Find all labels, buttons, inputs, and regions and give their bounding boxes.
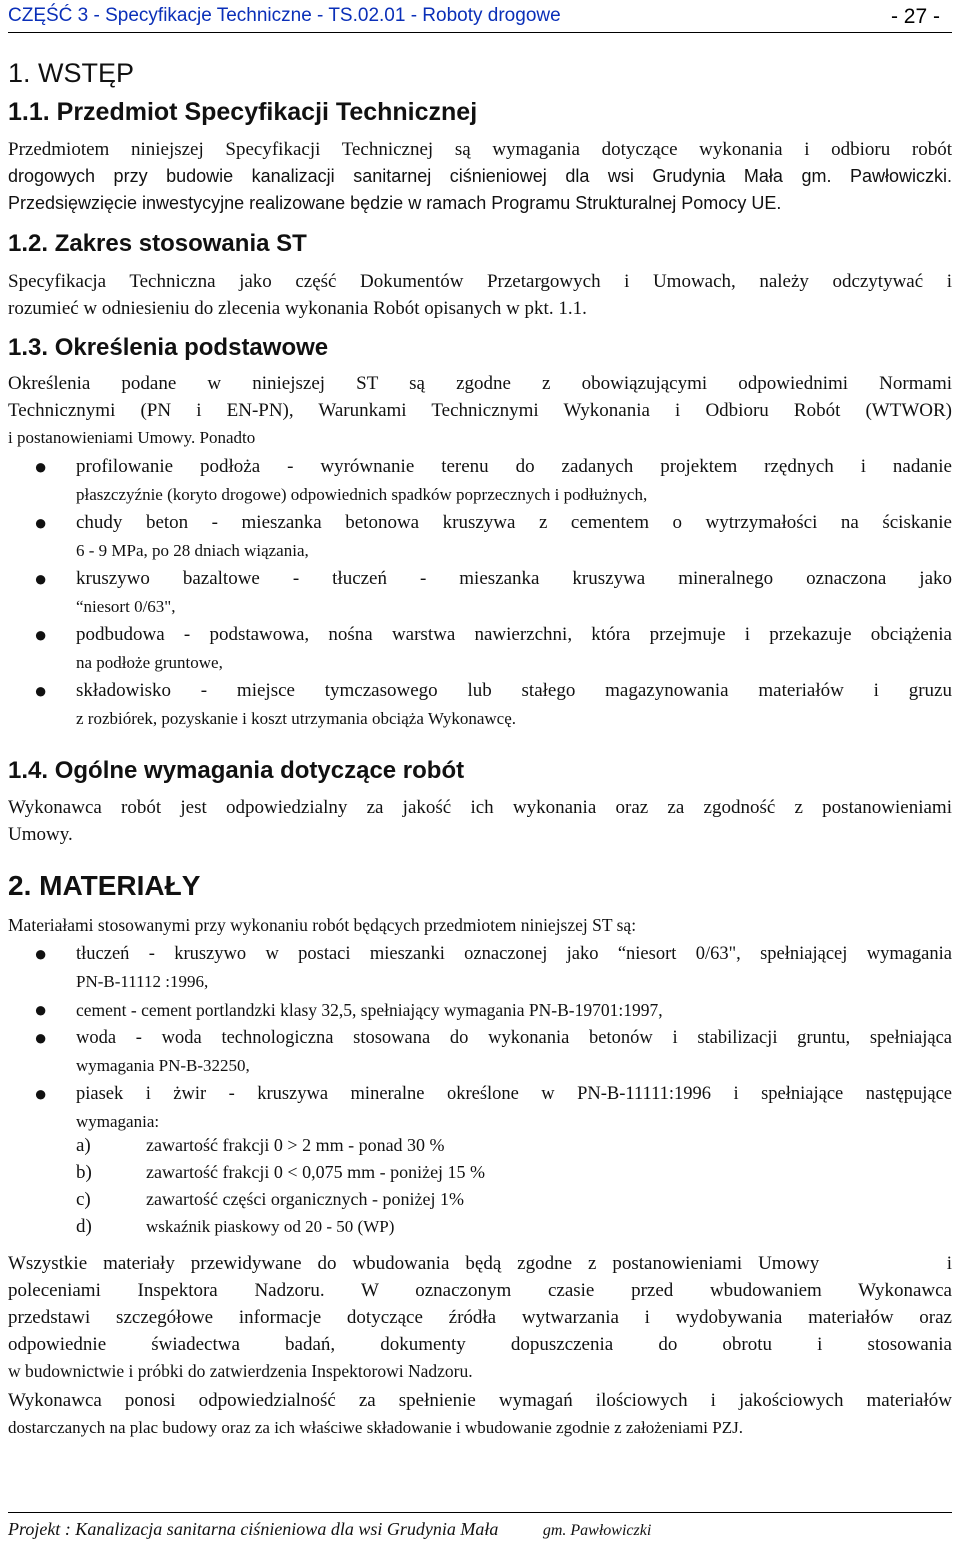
- bullet-icon: ●: [34, 454, 48, 479]
- text-line: Przedmiotem niniejszej Specyfikacji Technicznej są wymagania dotyczące wykonania i odbioru robót: [8, 139, 952, 160]
- text-line: wymagania:: [76, 1112, 160, 1131]
- text-line: składowisko - miejsce tymczasowego lub stałego magazynowania materiałów i gruzu: [76, 680, 952, 701]
- page-number: - 27 -: [890, 5, 940, 28]
- text-line: cement - cement portlandzki klasy 32,5, spełniający wymagania PN-B-19701:1997,: [76, 1000, 663, 1020]
- bullet-icon: ●: [34, 510, 48, 535]
- page-header: [8, 2, 952, 33]
- sublist-item: [76, 1159, 485, 1186]
- sublist-label: c): [76, 1189, 91, 1210]
- text-line: poleceniami Inspektora Nadzoru. W oznaczonym czasie przed wbudowaniem Wykonawca: [8, 1280, 952, 1301]
- list-item: [8, 677, 952, 733]
- text-line: Umowy.: [8, 824, 73, 845]
- text-line: z rozbiórek, pozyskanie i koszt utrzymania obciąża Wykonawcę.: [76, 709, 517, 728]
- section-1-1-text: [8, 136, 952, 217]
- definitions-list: [8, 453, 952, 733]
- text-line: i postanowieniami Umowy. Ponadto: [8, 428, 256, 447]
- text-line: “niesort 0/63",: [76, 597, 176, 616]
- text-line: piasek i żwir - kruszywa mineralne określone w PN-B-11111:1996 i spełniające następujące: [76, 1084, 952, 1104]
- footer-gmina: gm. Pawłowiczki: [542, 1522, 652, 1539]
- text-line: profilowanie podłoża - wyrównanie terenu do zadanych projektem rzędnych i nadanie: [76, 456, 952, 477]
- list-item: [8, 1080, 952, 1136]
- list-item: [8, 621, 952, 677]
- text-line: rozumieć w odniesieniu do zlecenia wykonania Robót opisanych w pkt. 1.1.: [8, 298, 587, 319]
- list-item: [8, 509, 952, 565]
- sublist-item: [76, 1132, 485, 1159]
- section-1-3-heading: 1.3. Określenia podstawowe: [8, 334, 329, 361]
- text-line: PN-B-11112 :1996,: [76, 972, 209, 991]
- text-line: przedstawi szczegółowe informacje dotyczące źródła wytwarzania i wydobywania materiałów oraz: [8, 1307, 952, 1328]
- header-title: CZĘŚĆ 3 - Specyfikacje Techniczne - TS.02.01 - Roboty drogowe: [8, 5, 561, 26]
- text-line: Określenia podane w niniejszej ST są zgodne z obowiązującymi odpowiednimi Normami: [8, 373, 952, 394]
- text-line: tłuczeń - kruszywo w postaci mieszanki oznaczonej jako “niesort 0/63", spełniającej wymagania: [76, 944, 952, 964]
- sublist-label: d): [76, 1216, 92, 1237]
- text-line: woda - woda technologiczna stosowana do wykonania betonów i stabilizacji gruntu, spełniająca: [76, 1028, 952, 1048]
- text-line: Specyfikacja Techniczna jako część Dokumentów Przetargowych i Umowach, należy odczytywać i: [8, 271, 952, 292]
- section-2-intro: [8, 912, 952, 939]
- bullet-icon: ●: [34, 997, 48, 1022]
- text-line: chudy beton - mieszanka betonowa kruszywa z cementem o wytrzymałości na ściskanie: [76, 512, 952, 533]
- bullet-icon: ●: [34, 1081, 48, 1106]
- list-item: [8, 996, 952, 1024]
- text-line: drogowych przy budowie kanalizacji sanitarnej ciśnieniowej dla wsi Grudynia Mała gm. Pawłowiczki.: [8, 166, 952, 186]
- section-1-2-heading: 1.2. Zakres stosowania ST: [8, 230, 307, 257]
- footer-project: Projekt : Kanalizacja sanitarna ciśnieniowa dla wsi Grudynia Mała: [8, 1519, 499, 1539]
- text-line: płaszczyźnie (koryto drogowe) odpowiednich spadków poprzecznych i podłużnych,: [76, 485, 648, 504]
- text-line: odpowiednie świadectwa badań, dokumenty dopuszczenia do obrotu i stosowania: [8, 1334, 952, 1355]
- text-line: Wszystkie materiały przewidywane do wbudowania będą zgodne z postanowieniami Umowy i: [8, 1253, 952, 1274]
- section-1-2-text: [8, 268, 952, 322]
- list-item: [8, 565, 952, 621]
- bullet-icon: ●: [34, 1025, 48, 1050]
- materials-paragraph-1: [8, 1250, 952, 1385]
- text-line: 6 - 9 MPa, po 28 dniach wiązania,: [76, 541, 309, 560]
- text-line: podbudowa - podstawowa, nośna warstwa nawierzchni, która przejmuje i przekazuje obciążenia: [76, 624, 952, 645]
- requirements-sublist: [76, 1132, 485, 1240]
- materials-paragraph-2: [8, 1387, 952, 1441]
- list-item: [8, 1024, 952, 1080]
- section-1-4-text: [8, 794, 952, 848]
- text-line: wymagania PN-B-32250,: [76, 1056, 250, 1075]
- section-1-4-heading: 1.4. Ogólne wymagania dotyczące robót: [8, 757, 465, 784]
- sublist-label: a): [76, 1135, 91, 1156]
- bullet-icon: ●: [34, 941, 48, 966]
- sublist-item: [76, 1213, 485, 1240]
- page-footer: [8, 1512, 952, 1540]
- materials-list: [8, 940, 952, 1136]
- section-1-heading: 1. WSTĘP: [8, 58, 135, 88]
- sublist-text: zawartość części organicznych - poniżej 1%: [146, 1189, 465, 1209]
- bullet-icon: ●: [34, 566, 48, 591]
- sublist-label: b): [76, 1162, 92, 1183]
- list-item: [8, 940, 952, 996]
- sublist-text: zawartość frakcji 0 < 0,075 mm - poniżej 15 %: [146, 1162, 486, 1182]
- bullet-icon: ●: [34, 678, 48, 703]
- list-item: [8, 453, 952, 509]
- text-line: Przedsięwzięcie inwestycyjne realizowane będzie w ramach Programu Strukturalnej Pomocy UE.: [8, 193, 782, 213]
- text-line: Materiałami stosowanymi przy wykonaniu robót będących przedmiotem niniejszej ST są:: [8, 915, 637, 935]
- text-line: Wykonawca ponosi odpowiedzialność za spełnienie wymagań ilościowych i jakościowych materiałów: [8, 1390, 952, 1411]
- section-1-1-heading: 1.1. Przedmiot Specyfikacji Technicznej: [8, 98, 478, 126]
- sublist-text: zawartość frakcji 0 > 2 mm - ponad 30 %: [146, 1135, 445, 1155]
- section-2-heading: 2. MATERIAŁY: [8, 870, 201, 901]
- text-line: Technicznymi (PN i EN-PN), Warunkami Technicznymi Wykonania i Odbioru Robót (WTWOR): [8, 400, 952, 421]
- text-line: Wykonawca robót jest odpowiedzialny za jakość ich wykonania oraz za zgodność z postanowieniami: [8, 797, 952, 818]
- text-line: dostarczanych na plac budowy oraz za ich właściwe składowanie i wbudowanie zgodnie z założeniami PZJ.: [8, 1418, 743, 1437]
- sublist-text: wskaźnik piaskowy od 20 - 50 (WP): [146, 1217, 395, 1236]
- section-1-3-text: [8, 370, 952, 451]
- text-line: na podłoże gruntowe,: [76, 653, 223, 672]
- bullet-icon: ●: [34, 622, 48, 647]
- text-line: kruszywo bazaltowe - tłuczeń - mieszanka kruszywa mineralnego oznaczona jako: [76, 568, 952, 589]
- sublist-item: [76, 1186, 485, 1213]
- text-line: w budownictwie i próbki do zatwierdzenia Inspektorowi Nadzoru.: [8, 1361, 473, 1381]
